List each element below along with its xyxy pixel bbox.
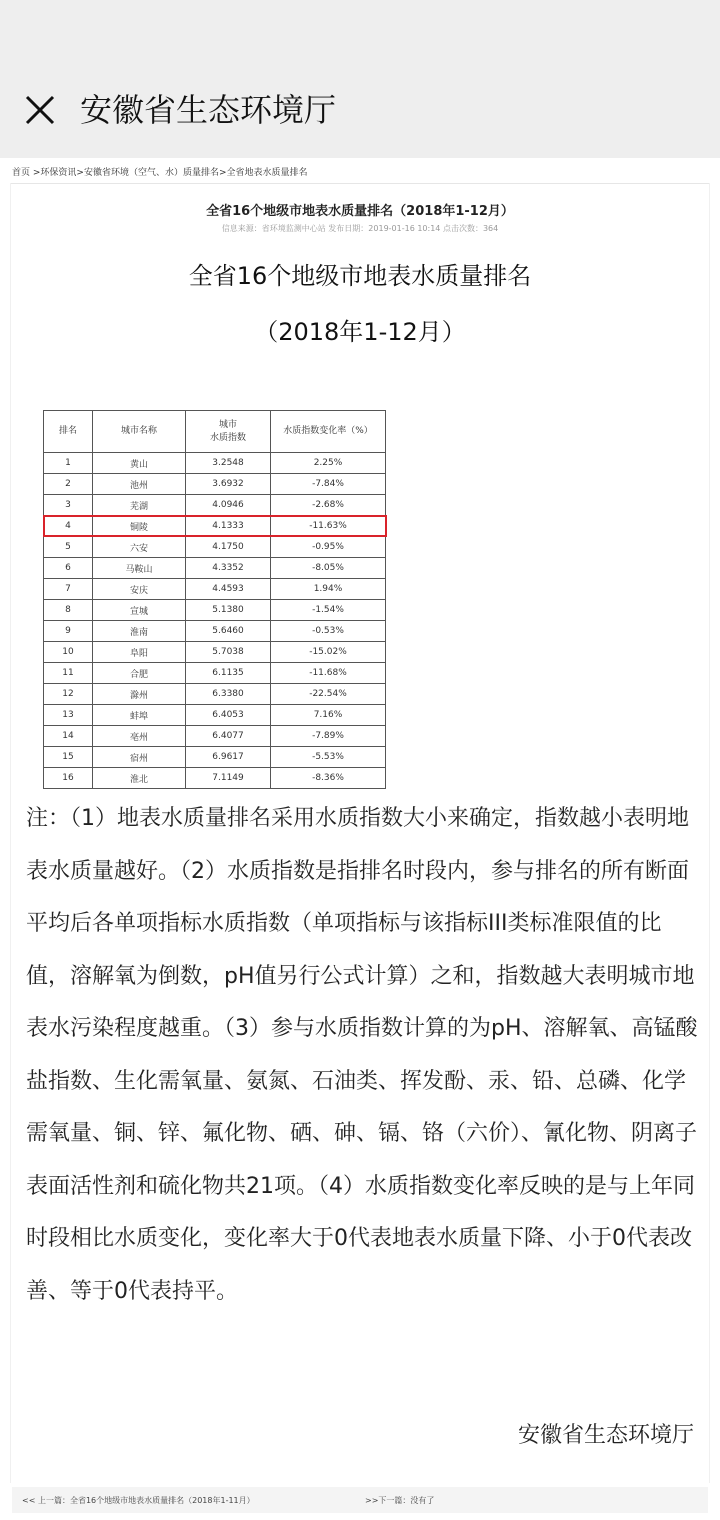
table-cell: -8.36%	[271, 768, 386, 789]
table-cell: 淮南	[93, 621, 186, 642]
table-cell: 6	[44, 558, 93, 579]
next-article-link[interactable]: >>下一篇：没有了	[365, 1496, 435, 1505]
table-cell: 12	[44, 684, 93, 705]
table-row	[44, 558, 386, 579]
prev-article-link[interactable]: << 上一篇：全省16个地级市地表水质量排名（2018年1-11月）	[22, 1496, 255, 1505]
table-cell: 10	[44, 642, 93, 663]
table-cell: 阜阳	[93, 642, 186, 663]
article-heading: 全省16个地级市地表水质量排名	[188, 262, 532, 290]
table-cell: 马鞍山	[93, 558, 186, 579]
table-cell: 铜陵	[93, 516, 186, 537]
table-cell: 1.94%	[271, 579, 386, 600]
ranking-table	[43, 410, 386, 789]
table-cell: 池州	[93, 474, 186, 495]
table-cell: 4.3352	[186, 558, 271, 579]
table-cell: 7.1149	[186, 768, 271, 789]
divider	[10, 183, 11, 1483]
table-cell: -7.89%	[271, 726, 386, 747]
table-cell: 1	[44, 453, 93, 474]
table-row	[44, 747, 386, 768]
table-header-cell: 水质指数变化率（%）	[271, 411, 386, 453]
table-cell: 4.1333	[186, 516, 271, 537]
table-cell: 4.4593	[186, 579, 271, 600]
article-heading-period: （2018年1-12月）	[254, 318, 466, 346]
table-cell: 安庆	[93, 579, 186, 600]
table-cell: 7	[44, 579, 93, 600]
table-cell: -22.54%	[271, 684, 386, 705]
table-cell: -2.68%	[271, 495, 386, 516]
close-icon[interactable]	[22, 92, 58, 128]
table-cell: 宿州	[93, 747, 186, 768]
table-header-cell: 城市 水质指数	[186, 411, 271, 453]
table-row	[44, 663, 386, 684]
table-cell: -11.68%	[271, 663, 386, 684]
table-cell: 3.6932	[186, 474, 271, 495]
table-cell: 13	[44, 705, 93, 726]
table-cell: 亳州	[93, 726, 186, 747]
table-cell: 淮北	[93, 768, 186, 789]
table-header-row	[44, 411, 386, 453]
table-cell: 6.1135	[186, 663, 271, 684]
table-cell: 芜湖	[93, 495, 186, 516]
table-cell: 6.9617	[186, 747, 271, 768]
table-cell: 4.1750	[186, 537, 271, 558]
table-cell: 6.3380	[186, 684, 271, 705]
table-cell: 8	[44, 600, 93, 621]
table-cell: -5.53%	[271, 747, 386, 768]
table-cell: -8.05%	[271, 558, 386, 579]
table-cell: 滁州	[93, 684, 186, 705]
table-cell: 11	[44, 663, 93, 684]
table-cell: 9	[44, 621, 93, 642]
table-header-cell: 城市名称	[93, 411, 186, 453]
article-navigation	[12, 1487, 708, 1513]
breadcrumb[interactable]: 首页 >环保资讯>安徽省环境（空气、水）质量排名>全省地表水质量排名	[12, 168, 308, 178]
table-row	[44, 495, 386, 516]
table-cell: 15	[44, 747, 93, 768]
table-cell: 6.4077	[186, 726, 271, 747]
table-cell: 6.4053	[186, 705, 271, 726]
table-row	[44, 684, 386, 705]
divider	[10, 183, 710, 184]
table-row	[44, 642, 386, 663]
table-row	[44, 621, 386, 642]
table-cell: 宣城	[93, 600, 186, 621]
article-meta: 信息来源：省环境监测中心站 发布日期：2019-01-16 10:14 点击次数：364	[221, 224, 499, 233]
top-bar	[0, 0, 720, 158]
table-cell: 合肥	[93, 663, 186, 684]
table-cell: -15.02%	[271, 642, 386, 663]
table-cell: -0.95%	[271, 537, 386, 558]
table-cell: 3	[44, 495, 93, 516]
table-row	[44, 768, 386, 789]
table-cell: 2.25%	[271, 453, 386, 474]
table-cell: -0.53%	[271, 621, 386, 642]
article-title: 全省16个地级市地表水质量排名（2018年1-12月）	[206, 204, 514, 219]
table-cell: 3.2548	[186, 453, 271, 474]
table-cell: 4.0946	[186, 495, 271, 516]
table-row	[44, 516, 386, 537]
table-cell: 4	[44, 516, 93, 537]
table-cell: 5.6460	[186, 621, 271, 642]
table-row	[44, 579, 386, 600]
table-cell: 14	[44, 726, 93, 747]
table-row	[44, 726, 386, 747]
table-cell: 16	[44, 768, 93, 789]
table-cell: 7.16%	[271, 705, 386, 726]
table-body	[44, 453, 386, 789]
table-cell: 六安	[93, 537, 186, 558]
table-row	[44, 453, 386, 474]
app-title: 安徽省生态环境厅	[80, 91, 337, 129]
note-paragraph: 注：（1）地表水质量排名采用水质指数大小来确定，指数越小表明地表水质量越好。（2）水质指数是指排名时段内，参与排名的所有断面平均后各单项指标水质指数（单项指标与该指标III类标准限值的比值，溶解氧为倒数，pH值另行公式计算）之和，指数越大表明城市地表水污染程度越重。（3）参与水质指数计算的为pH、溶解氧、高锰酸盐指数、生化需氧量、氨氮、石油类、挥发酚、汞、铅、总磷、化学需氧量、铜、锌、氟化物、硒、砷、镉、铬（六价）、氰化物、阴离子表面活性剂和硫化物共21项。（4）水质指数变化率反映的是与上年同时段相比水质变化，变化率大于0代表地表水质量下降、小于0代表改善、等于0代表持平。	[26, 806, 698, 1304]
table-cell: -7.84%	[271, 474, 386, 495]
table-header-cell: 排名	[44, 411, 93, 453]
table-cell: 5.7038	[186, 642, 271, 663]
signature: 安徽省生态环境厅	[517, 1423, 694, 1448]
table-row	[44, 705, 386, 726]
table-cell: 2	[44, 474, 93, 495]
table-cell: 黄山	[93, 453, 186, 474]
table-cell: 5.1380	[186, 600, 271, 621]
divider	[709, 183, 710, 1483]
table-cell: 蚌埠	[93, 705, 186, 726]
table-cell: -1.54%	[271, 600, 386, 621]
table-row	[44, 537, 386, 558]
note-text	[26, 793, 698, 1318]
table-row	[44, 474, 386, 495]
table-row	[44, 600, 386, 621]
table-cell: -11.63%	[271, 516, 386, 537]
table-cell: 5	[44, 537, 93, 558]
